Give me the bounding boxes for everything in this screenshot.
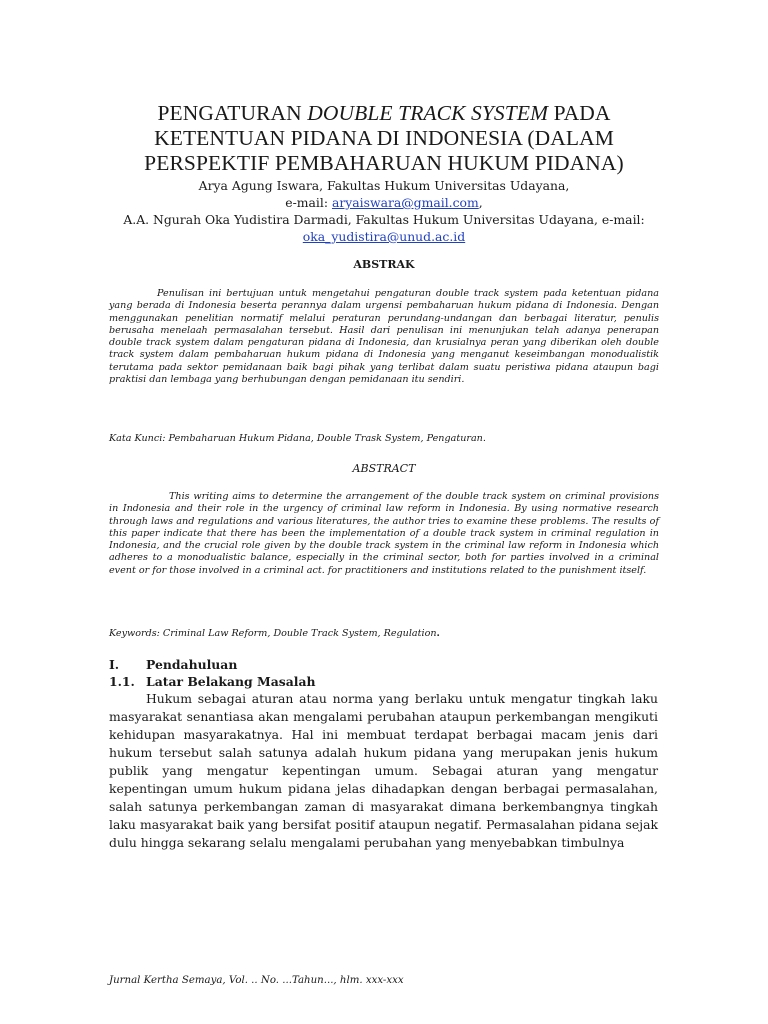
title-line-2: KETENTUAN PIDANA DI INDONESIA (DALAM bbox=[154, 126, 614, 150]
journal-footer: Jurnal Kertha Semaya, Vol. .. No. ...Tahun..., hlm. xxx-xxx bbox=[109, 975, 404, 986]
abstract-body: This writing aims to determine the arrangement of the double track system on criminal provisions in Indonesia and their role in the urgency of criminal law reform in Indonesia. By using normative research through laws and regulations and various literatures, the author tries to examine these problems. The results of this paper indicate that there has been the implementation of a double track system in criminal regulation in Indonesia, and the crucial role given by the double track system in the criminal law reform in Indonesia which adheres to a monodualistic balance, especially in the criminal sector, both for parties involved in a criminal event or for those involved in a criminal act. for practitioners and institutions related to the punishment itself. bbox=[109, 491, 659, 576]
email-link-1[interactable]: aryaiswara@gmail.com bbox=[331, 195, 479, 210]
email-link-2[interactable]: oka_yudistira@unud.ac.id bbox=[302, 229, 466, 244]
keywords: Keywords: Criminal Law Reform, Double Track System, Regulation. bbox=[109, 628, 440, 639]
kata-kunci: Kata Kunci: Pembaharuan Hukum Pidana, Double Trask System, Pengaturan. bbox=[109, 433, 486, 444]
paper-title bbox=[100, 101, 668, 176]
title-line-3: PERSPEKTIF PEMBAHARUAN HUKUM PIDANA) bbox=[144, 151, 624, 175]
body-paragraph: Hukum sebagai aturan atau norma yang berlaku untuk mengatur tingkah laku masyarakat senantiasa akan mengalami perubahan ataupun perkembangan mengikuti kehidupan masyarakatnya. Hal ini membuat terdapat berbagai macam jenis dari hukum tersebut salah satunya adalah hukum pidana yang merupakan jenis hukum publik yang mengatur kepentingan umum. Sebagai aturan yang mengatur kepentingan umum hukum pidana jelas dihadapkan dengan berbagai permasalahan, salah satunya perkembangan zaman di masyarakat dimana berkembangnya tingkah laku masyarakat baik yang bersifat positif ataupun negatif. Permasalahan pidana sejak dulu hingga sekarang selalu mengalami perubahan yang menyebabkan timbulnya bbox=[109, 691, 658, 850]
section-heading-1-1: 1.1. Latar Belakang Masalah bbox=[109, 674, 316, 689]
abstrak-heading: ABSTRAK bbox=[353, 258, 415, 271]
section-heading-1: I. Pendahuluan bbox=[109, 657, 238, 672]
author-1: Arya Agung Iswara, Fakultas Hukum Universitas Udayana, bbox=[198, 178, 570, 193]
abstract-heading: ABSTRACT bbox=[352, 462, 416, 475]
author-2-email-line bbox=[100, 228, 668, 245]
title-italic-term: DOUBLE TRACK SYSTEM bbox=[307, 101, 549, 125]
author-2: A.A. Ngurah Oka Yudistira Darmadi, Fakultas Hukum Universitas Udayana, e-mail: bbox=[123, 212, 645, 227]
author-1-email-line: e-mail: aryaiswara@gmail.com, bbox=[285, 195, 483, 210]
title-line-1: PENGATURAN DOUBLE TRACK SYSTEM PADA bbox=[157, 101, 611, 125]
abstrak-body: Penulisan ini bertujuan untuk mengetahui pengaturan double track system pada ketentuan pidana yang berada di Indonesia beserta perannya dalam urgensi pembaharuan hukum pidana di Indonesia. Dengan menggunakan penelitian normatif melalui peraturan perundang-undangan dan berbagai literatur, penulis berusaha menelaah permasalahan tersebut. Hasil dari penulisan ini menunjukan telah adanya penerapan double track system dalam pengaturan pidana di Indonesia, dan krusialnya peran yang diberikan oleh double track system dalam pembaharuan hukum pidana di Indonesia yang menganut keseimbangan monodualistik terutama pada sektor pemidanaan baik bagi pihak yang terlibat dalam suatu peristiwa pidana ataupun bagi praktisi dan lembaga yang berhubungan dengan pemidanaan itu sendiri. bbox=[109, 288, 659, 386]
author-block bbox=[100, 177, 668, 245]
